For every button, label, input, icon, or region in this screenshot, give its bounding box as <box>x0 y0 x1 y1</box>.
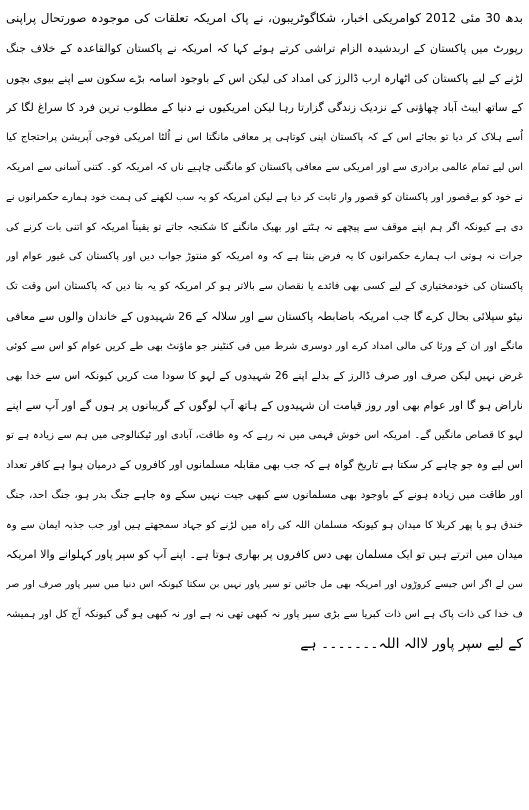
article-text <box>6 4 523 660</box>
text-line: پاکستان کی خودمختیاری کے لیے کسی بھی فائدے یا نقصان سے بالاتر ہو کر امریکہ کو یہ بتا دیں کہ پاکستان اس وقت تک <box>6 281 523 293</box>
text-line: میدان میں اترتے ہیں تو ایک مسلمان بھی دس کافروں پر بھاری ہوتا ہے۔ اپنے آپ کو سپر پاور کہلوانے والا امریکہ <box>6 548 523 562</box>
text-line: خندق ہو یا پھر کربلا کا میدان ہو کیونکہ مسلمان اللہ کی راہ میں لڑنے کو جہاد سمجھتے ہیں اور جب جذبہ ایمان سے وہ <box>6 519 523 531</box>
text-line: غرض نہیں لیکن صرف اور صرف ڈالرز کے بدلے اپنے 26 شہیدوں کے لہو کا سودا مت کریں کیونکہ اس سے خدا بھی <box>6 369 523 382</box>
text-line: رپورٹ میں پاکستان کے اربدشیدہ الزام تراشی کرتے ہوئے کہا کہ امریکہ نے پاکستان کوالقاعدہ کے خلاف جنگ <box>6 41 523 55</box>
document-page <box>0 4 529 810</box>
text-line: اور طاقت میں زیادہ ہونے کے باوجود بھی مسلمانوں سے کبھی جیت نہیں سکے وہ جاہے جنگ بدر ہو، جنگ احد، جنگ <box>6 488 523 501</box>
text-line: نے خود کو بےقصور اور پاکستان کو قصور وار ثابت کر دیا ہے لیکن امریکہ کو یہ سب لکھنے کی ہمت خود ہمارے حکمرانوں نے <box>6 191 523 203</box>
text-line: جرات نہ ہوتی اب ہمارے حکمرانوں کا یہ فرض بنتا ہے کہ وہ امریکہ کو منتوڑ جواب دیں اور پاکستان کی غیور عوام اور <box>6 251 523 263</box>
text-line: لڑنے کے لیے پاکستان کی اٹھارہ ارب ڈالرز کی امداد کی لیکن اس کے باوجود اسامہ بڑے سکون سے اپنے بیوی بچوں <box>6 71 523 85</box>
text-line: دی ہے کیونکہ اگر ہم اپنے موقف سے پیچھے نہ ہٹتے اور بھیک مانگنے کا شکنجہ جاتے تو یقیناً امریکہ کو اتنی بات کرنے کی <box>6 221 523 233</box>
text-line: بدھ 30 مئی 2012 کوامریکی اخبار، شکاگوٹریبون، نے پاک امریکہ تعلقات کی موجودہ صورتحال پراپنی <box>6 11 523 25</box>
text-line: سن لے اگر اس جیسے کروڑوں اور امریکہ بھی مل جائیں تو سپر پاور نہیں بن سکتا کیونکہ اس دنیا میں سپر پاور صرف اور صر <box>6 579 523 591</box>
text-line-last: کے لیے سپر پاور لاالہ اللہ۔۔۔۔۔۔۔ ہے <box>300 635 523 652</box>
text-line: کے ساتھ ایبٹ آباد چھاؤنی کے نزدیک زندگی گزارتا رہا لیکن امریکیوں نے دنیا کے مطلوب ترین فرد کا سراغ لگا کر <box>6 101 523 115</box>
text-line: اس لیے تمام عالمی برادری سے اور امریکی سے معافی پاکستان کو مانگنی چاہیے ناں کہ امریکہ کو۔ کتنی آسانی سے امریکہ <box>6 161 523 173</box>
text-line: ناراض ہو گا اور عوام بھی اور روز قیامت ان شہیدوں کے ہاتھ آپ لوگوں کے گریبانوں پر ہوں گے اور آپ سے اپنے <box>6 399 523 413</box>
text-line: لہو کا قصاص مانگیں گے۔ امریکہ اس خوش فہمی میں نہ رہے کہ وہ طاقت، آبادی اور ٹیکنالوجی میں ہم سے زیادہ ہے تو <box>6 430 523 442</box>
text-line: اُسے ہلاک کر دیا تو بجائے اس کے کہ پاکستان اپنی کوتاہی پر معافی مانگتا اس نے اُلٹا امریکی فوجی آپریشن پراحتجاج کیا <box>6 132 523 144</box>
text-line: ف خدا کی ذات پاک ہے اس ذات کبریا سے بڑی سپر پاور نہ کبھی تھی نہ ہے اور نہ کبھی ہو گی کیونکہ آج کل اور ہمیشہ <box>6 608 523 620</box>
text-line: مانگے اور ان کے ورثا کی مالی امداد کرے اور دوسری شرط میں فی کنٹینر جو ماؤنٹ بھی طے کریں عوام کو اس سے کوئی <box>6 340 523 352</box>
text-line: اس لیے وہ جو چاہے کر سکتا ہے تاریخ گواہ ہے کہ جب بھی مقابلہ مسلمانوں اور کافروں کے درمیان ہوا ہے کافر تعداد <box>6 458 523 471</box>
text-line: نیٹو سپلائی بحال کرے گا جب امریکہ باضابطہ پاکستان سے اور سلالہ کے 26 شہیدوں کے خاندان والوں سے معافی <box>6 309 523 323</box>
